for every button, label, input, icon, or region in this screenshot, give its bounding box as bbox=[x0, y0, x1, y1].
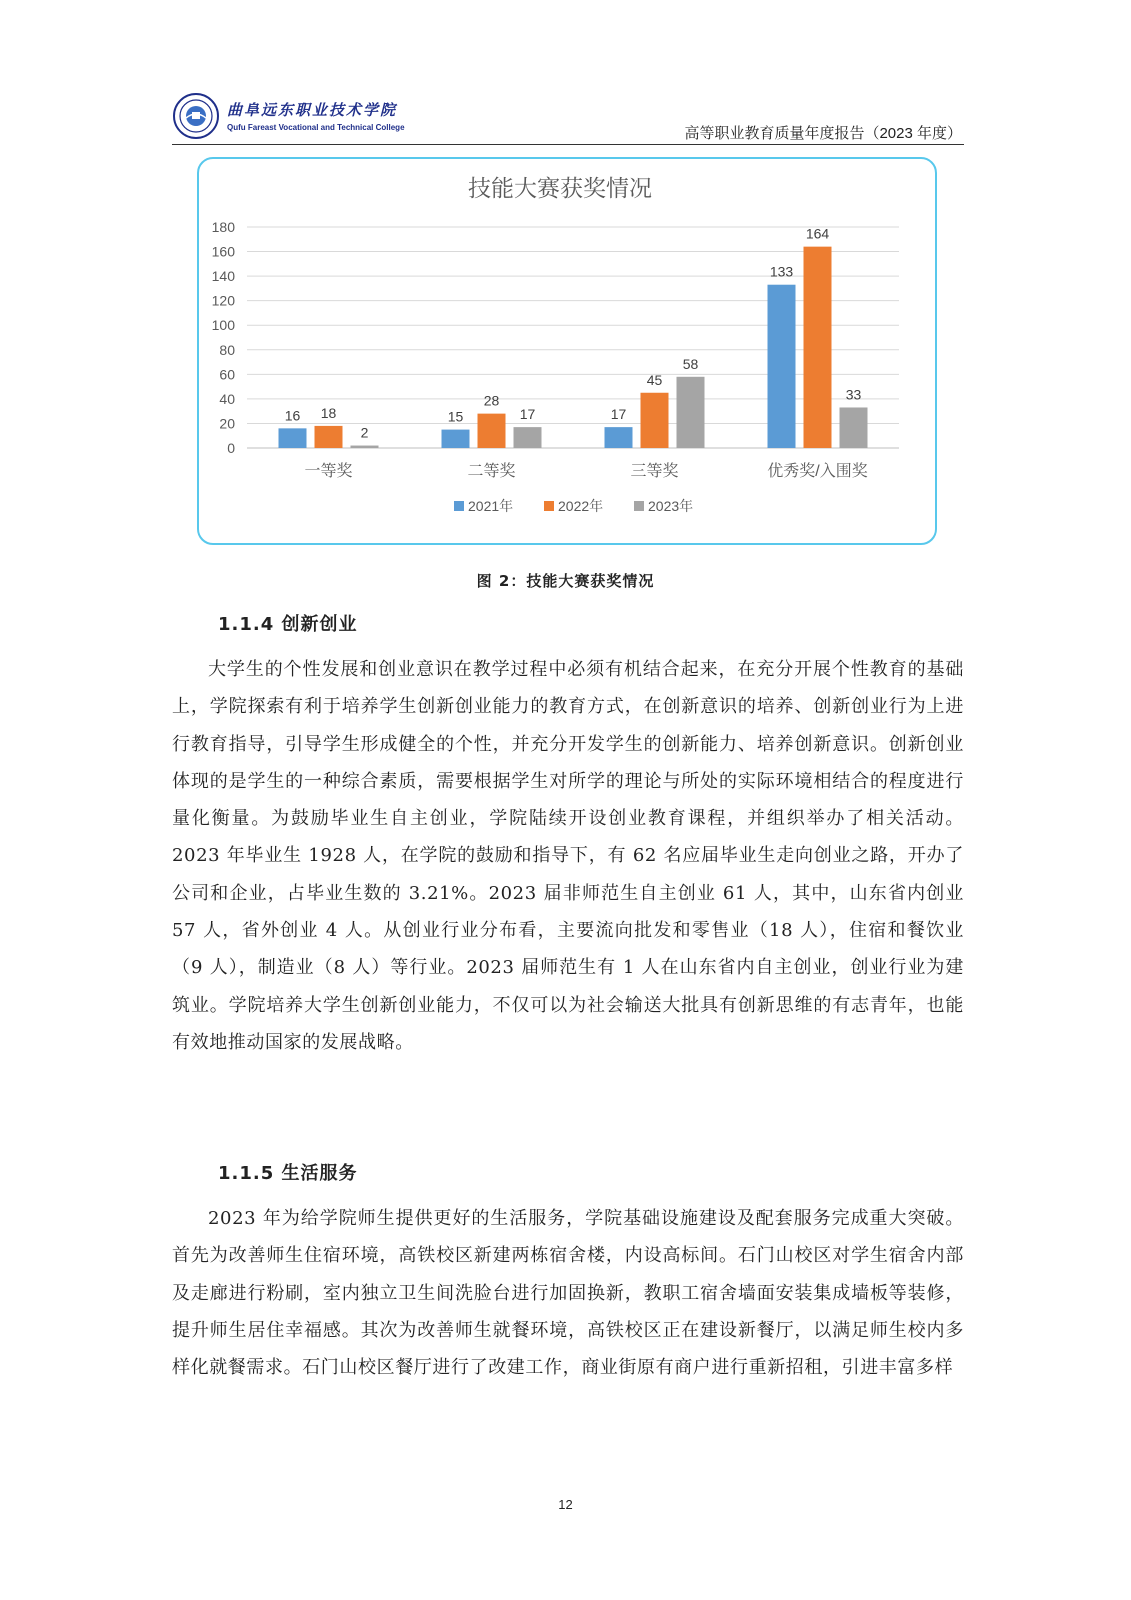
legend-swatch bbox=[634, 501, 644, 511]
bar bbox=[768, 285, 796, 448]
legend-swatch bbox=[544, 501, 554, 511]
data-label: 15 bbox=[447, 408, 464, 425]
section-paragraph-innovation: 大学生的个性发展和创业意识在教学过程中必须有机结合起来，在充分开展个性教育的基础上，学院探索有利于培养学生创新创业能力的教育方式，在创新意识的培养、创新创业行为上进行教育指导，引导学生形成健全的个性，并充分开发学生的创新能力、培养创新意识。创新创业体现的是学生的一种综合素质，需要根据学生对所学的理论与所处的实际环境相结合的程度进行量化衡量。为鼓励毕业生自主创业，学院陆续开设创业教育课程，并组织举办了相关活动。2023 年毕业生 1928 人，在学院的鼓励和指导下，有 62 名应届毕业生走向创业之路，开办了公司和企业，占毕业生数的 3.21%。2023 届非师范生自主创业 61 人，其中，山东省内创业 57 人，省外创业 4 人。从创业行业分布看，主要流向批发和零售业（18 人），住宿和餐饮业（9 人），制造业（8 人）等行业。2023 届师范生有 1 人在山东省内自主创业，创业行业为建筑业。学院培养大学生创新创业能力，不仅可以为社会输送大批具有创新思维的有志青年，也能有效地推动国家的发展战略。 bbox=[172, 659, 964, 1053]
page-number: 12 bbox=[558, 1497, 573, 1512]
y-tick-label: 80 bbox=[219, 341, 235, 358]
y-tick-label: 160 bbox=[211, 243, 235, 260]
figure-caption: 图 2：技能大赛获奖情况 bbox=[476, 572, 655, 590]
legend-label: 2023年 bbox=[648, 498, 694, 514]
x-tick-label: 三等奖 bbox=[630, 463, 679, 480]
y-tick-label: 0 bbox=[227, 440, 235, 456]
bar bbox=[315, 426, 343, 448]
bar bbox=[804, 247, 832, 448]
bar bbox=[840, 407, 868, 448]
college-name-en: Qufu Fareast Vocational and Technical College bbox=[227, 123, 405, 132]
data-label: 16 bbox=[284, 407, 301, 424]
y-tick-label: 180 bbox=[211, 219, 235, 235]
x-tick-label: 优秀奖/入围奖 bbox=[767, 463, 868, 480]
y-tick-label: 120 bbox=[211, 292, 235, 309]
bar bbox=[279, 428, 307, 448]
chart-container bbox=[197, 157, 937, 545]
data-label: 164 bbox=[805, 225, 830, 242]
college-logo-icon bbox=[172, 92, 220, 140]
section-heading-innovation: 1.1.4 创新创业 bbox=[218, 614, 358, 635]
data-label: 17 bbox=[610, 406, 627, 423]
y-tick-label: 20 bbox=[219, 415, 235, 432]
college-name-cn: 曲阜远东职业技术学院 bbox=[227, 101, 398, 119]
section-heading-life-service: 1.1.5 生活服务 bbox=[218, 1163, 358, 1184]
chart-title: 技能大赛获奖情况 bbox=[468, 175, 652, 201]
legend-swatch bbox=[454, 501, 464, 511]
y-tick-label: 140 bbox=[211, 268, 235, 285]
data-label: 58 bbox=[682, 355, 699, 372]
data-label: 45 bbox=[646, 371, 663, 388]
y-tick-label: 60 bbox=[219, 366, 235, 383]
bar bbox=[351, 446, 379, 448]
legend-label: 2022年 bbox=[558, 498, 604, 514]
bar bbox=[677, 377, 705, 448]
data-label: 17 bbox=[519, 406, 536, 423]
section-paragraph-life-service: 2023 年为给学院师生提供更好的生活服务，学院基础设施建设及配套服务完成重大突破。首先为改善师生住宿环境，高铁校区新建两栋宿舍楼，内设高标间。石门山校区对学生宿舍内部及走廊进行粉刷，室内独立卫生间洗脸台进行加固换新，教职工宿舍墙面安装集成墙板等装修，提升师生居住幸福感。其次为改善师生就餐环境，高铁校区正在建设新餐厅，以满足师生校内多样化就餐需求。石门山校区餐厅进行了改建工作，商业街原有商户进行重新招租，引进丰富多样 bbox=[172, 1208, 964, 1379]
x-tick-label: 二等奖 bbox=[467, 463, 516, 480]
bar bbox=[514, 427, 542, 448]
bar bbox=[605, 427, 633, 448]
bar bbox=[478, 414, 506, 448]
data-label: 18 bbox=[320, 404, 337, 421]
y-tick-label: 40 bbox=[219, 390, 235, 407]
data-label: 2 bbox=[360, 424, 369, 441]
bar-chart bbox=[199, 159, 939, 547]
legend-label: 2021年 bbox=[468, 498, 514, 514]
data-label: 133 bbox=[769, 263, 794, 280]
bar bbox=[442, 430, 470, 448]
report-title: 高等职业教育质量年度报告（2023 年度） bbox=[684, 125, 962, 142]
page-header bbox=[172, 92, 964, 145]
data-label: 28 bbox=[483, 392, 500, 409]
y-tick-label: 100 bbox=[211, 317, 235, 334]
data-label: 33 bbox=[845, 386, 862, 403]
x-tick-label: 一等奖 bbox=[304, 463, 353, 480]
bar bbox=[641, 393, 669, 448]
